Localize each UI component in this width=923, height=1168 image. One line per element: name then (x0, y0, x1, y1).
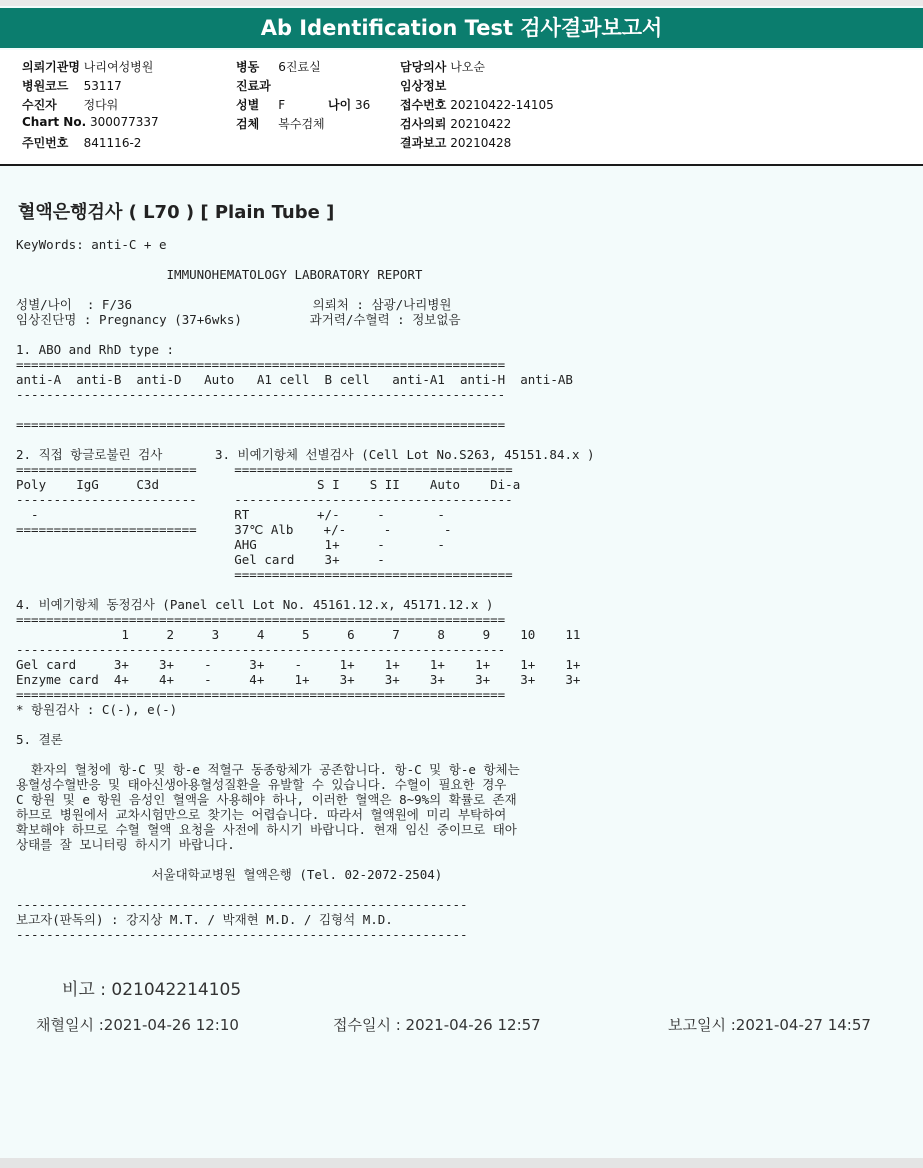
value: 20210428 (450, 136, 512, 150)
report-line: * 항원검사 : C(-), e(-) (16, 702, 178, 717)
reported-time: 보고일시 :2021-04-27 14:57 (668, 1016, 871, 1034)
info-row (400, 115, 511, 132)
label: 결과보고 (400, 136, 447, 150)
collected-time: 채혈일시 :2021-04-26 12:10 (36, 1016, 239, 1034)
report-line: 1. ABO and RhD type : (16, 342, 175, 357)
report-line: 용혈성수혈반응 및 태아신생아용혈성질환을 유발할 수 있습니다. 수혈이 필요한 경우 (16, 777, 507, 792)
report-line (16, 582, 595, 597)
info-row (22, 134, 141, 151)
report-line: Gel card 3+ 3+ - 3+ - 1+ 1+ 1+ 1+ 1+ 1+ (16, 657, 581, 672)
label: 진료과 (236, 79, 271, 93)
value: 841116-2 (83, 136, 142, 150)
bottom-strip (0, 1158, 923, 1168)
report-line: 2. 직접 항글로불린 검사 3. 비예기항체 선별검사 (Cell Lot No.S263, 45151.84.x ) (16, 447, 595, 462)
report-line: 1 2 3 4 5 6 7 8 9 10 11 (16, 627, 581, 642)
report-line: ======================== ===================================== (16, 462, 513, 477)
report-line: Enzyme card 4+ 4+ - 4+ 1+ 3+ 3+ 3+ 3+ 3+ 3+ (16, 672, 581, 687)
info-row (400, 134, 511, 151)
info-row (22, 115, 159, 129)
report-line: ------------------------ ------------------------------------- (16, 492, 513, 507)
value: 53117 (83, 79, 122, 93)
value: 정다워 (83, 98, 119, 112)
report-line (16, 252, 595, 267)
label: 검체 (236, 117, 260, 131)
report-line: ================================================================= (16, 687, 506, 702)
report-line: Gel card 3+ - (16, 552, 385, 567)
value: 300077337 (89, 115, 159, 129)
report-line: ----------------------------------------------------------------- (16, 387, 506, 402)
info-row (236, 58, 321, 75)
report-line (16, 282, 595, 297)
label: 병동 (236, 60, 260, 74)
report-line (16, 882, 595, 897)
value: 복수검체 (278, 117, 325, 131)
report-line: ------------------------------------------------------------ (16, 927, 468, 942)
info-row (328, 96, 370, 113)
value: 20210422-14105 (450, 98, 554, 112)
report-line: 4. 비예기항체 동정검사 (Panel cell Lot No. 45161.12.x, 45171.12.x ) (16, 597, 494, 612)
value: 6진료실 (278, 60, 321, 74)
report-line: 5. 결론 (16, 732, 63, 747)
label: 임상정보 (400, 79, 447, 93)
report-line: IMMUNOHEMATOLOGY LABORATORY REPORT (16, 267, 423, 282)
value: 36 (355, 98, 371, 112)
report-line: 상태를 잘 모니터링 하시기 바랍니다. (16, 837, 235, 852)
report-line: - RT +/- - - (16, 507, 445, 522)
report-line: ------------------------------------------------------------ (16, 897, 468, 912)
report-line (16, 852, 595, 867)
info-row (236, 96, 285, 113)
report-line: KeyWords: anti-C + e (16, 237, 167, 252)
label: 담당의사 (400, 60, 447, 74)
value: 20210422 (450, 117, 512, 131)
label: 나이 (328, 98, 352, 112)
label: 수진자 (22, 98, 57, 112)
report-line: 보고자(판독의) : 강지상 M.T. / 박재현 M.D. / 김형석 M.D. (16, 912, 393, 927)
label: 접수번호 (400, 98, 447, 112)
info-row (22, 96, 118, 113)
report-line: 서울대학교병원 혈액은행 (Tel. 02-2072-2504) (16, 867, 443, 882)
info-row (400, 77, 446, 94)
report-line (16, 402, 595, 417)
report-line: 확보해야 하므로 수혈 혈액 요청을 사전에 하시기 바랍니다. 현재 임신 중이므로 태아 (16, 822, 517, 837)
report-line (16, 327, 595, 342)
report-line: Poly IgG C3d S I S II Auto Di-a (16, 477, 521, 492)
section-title: 혈액은행검사 ( L70 ) [ Plain Tube ] (18, 202, 335, 223)
report-body (16, 237, 595, 942)
label: 병원코드 (22, 79, 69, 93)
label: Chart No. (22, 115, 87, 129)
label: 주민번호 (22, 136, 69, 150)
received-time: 접수일시 : 2021-04-26 12:57 (333, 1016, 541, 1034)
report-line: ===================================== (16, 567, 513, 582)
patient-info-header (0, 50, 923, 166)
value: F (278, 98, 286, 112)
report-line: 하므로 병원에서 교차시험만으로 찾기는 어렵습니다. 따라서 혈액원에 미리 부탁하여 (16, 807, 507, 822)
info-row (400, 58, 485, 75)
report-line: 환자의 혈청에 항-C 및 항-e 적혈구 동종항체가 공존합니다. 항-C 및 항-e 항체는 (16, 762, 520, 777)
label: 의뢰기관명 (22, 60, 80, 74)
report-line: C 항원 및 e 항원 음성인 혈액을 사용해야 하나, 이러한 혈액은 8~9%의 확률로 존재 (16, 792, 517, 807)
report-line (16, 747, 595, 762)
report-line: 성별/나이 : F/36 의뢰처 : 삼광/나리병원 (16, 297, 452, 312)
value: 나리여성병원 (83, 60, 154, 74)
info-row (22, 77, 122, 94)
report-line: ================================================================= (16, 612, 506, 627)
report-line: ======================== 37℃ Alb +/- - - (16, 522, 452, 537)
report-line: ----------------------------------------------------------------- (16, 642, 506, 657)
report-title: Ab Identification Test 검사결과보고서 (0, 8, 923, 48)
info-row (22, 58, 153, 75)
report-line: ================================================================= (16, 357, 506, 372)
info-row (236, 115, 325, 132)
report-line: ================================================================= (16, 417, 506, 432)
report-line (16, 717, 595, 732)
info-row (236, 77, 271, 94)
value: 나오순 (450, 60, 485, 74)
remark: 비고 : 021042214105 (62, 980, 242, 1000)
info-row (400, 96, 554, 113)
report-line: anti-A anti-B anti-D Auto A1 cell B cell anti-A1 anti-H anti-AB (16, 372, 573, 387)
label: 검사의뢰 (400, 117, 447, 131)
label: 성별 (236, 98, 260, 112)
top-strip (0, 0, 923, 6)
report-line: AHG 1+ - - (16, 537, 445, 552)
report-line: 임상진단명 : Pregnancy (37+6wks) 과거력/수혈력 : 정보없음 (16, 312, 461, 327)
report-line (16, 432, 595, 447)
